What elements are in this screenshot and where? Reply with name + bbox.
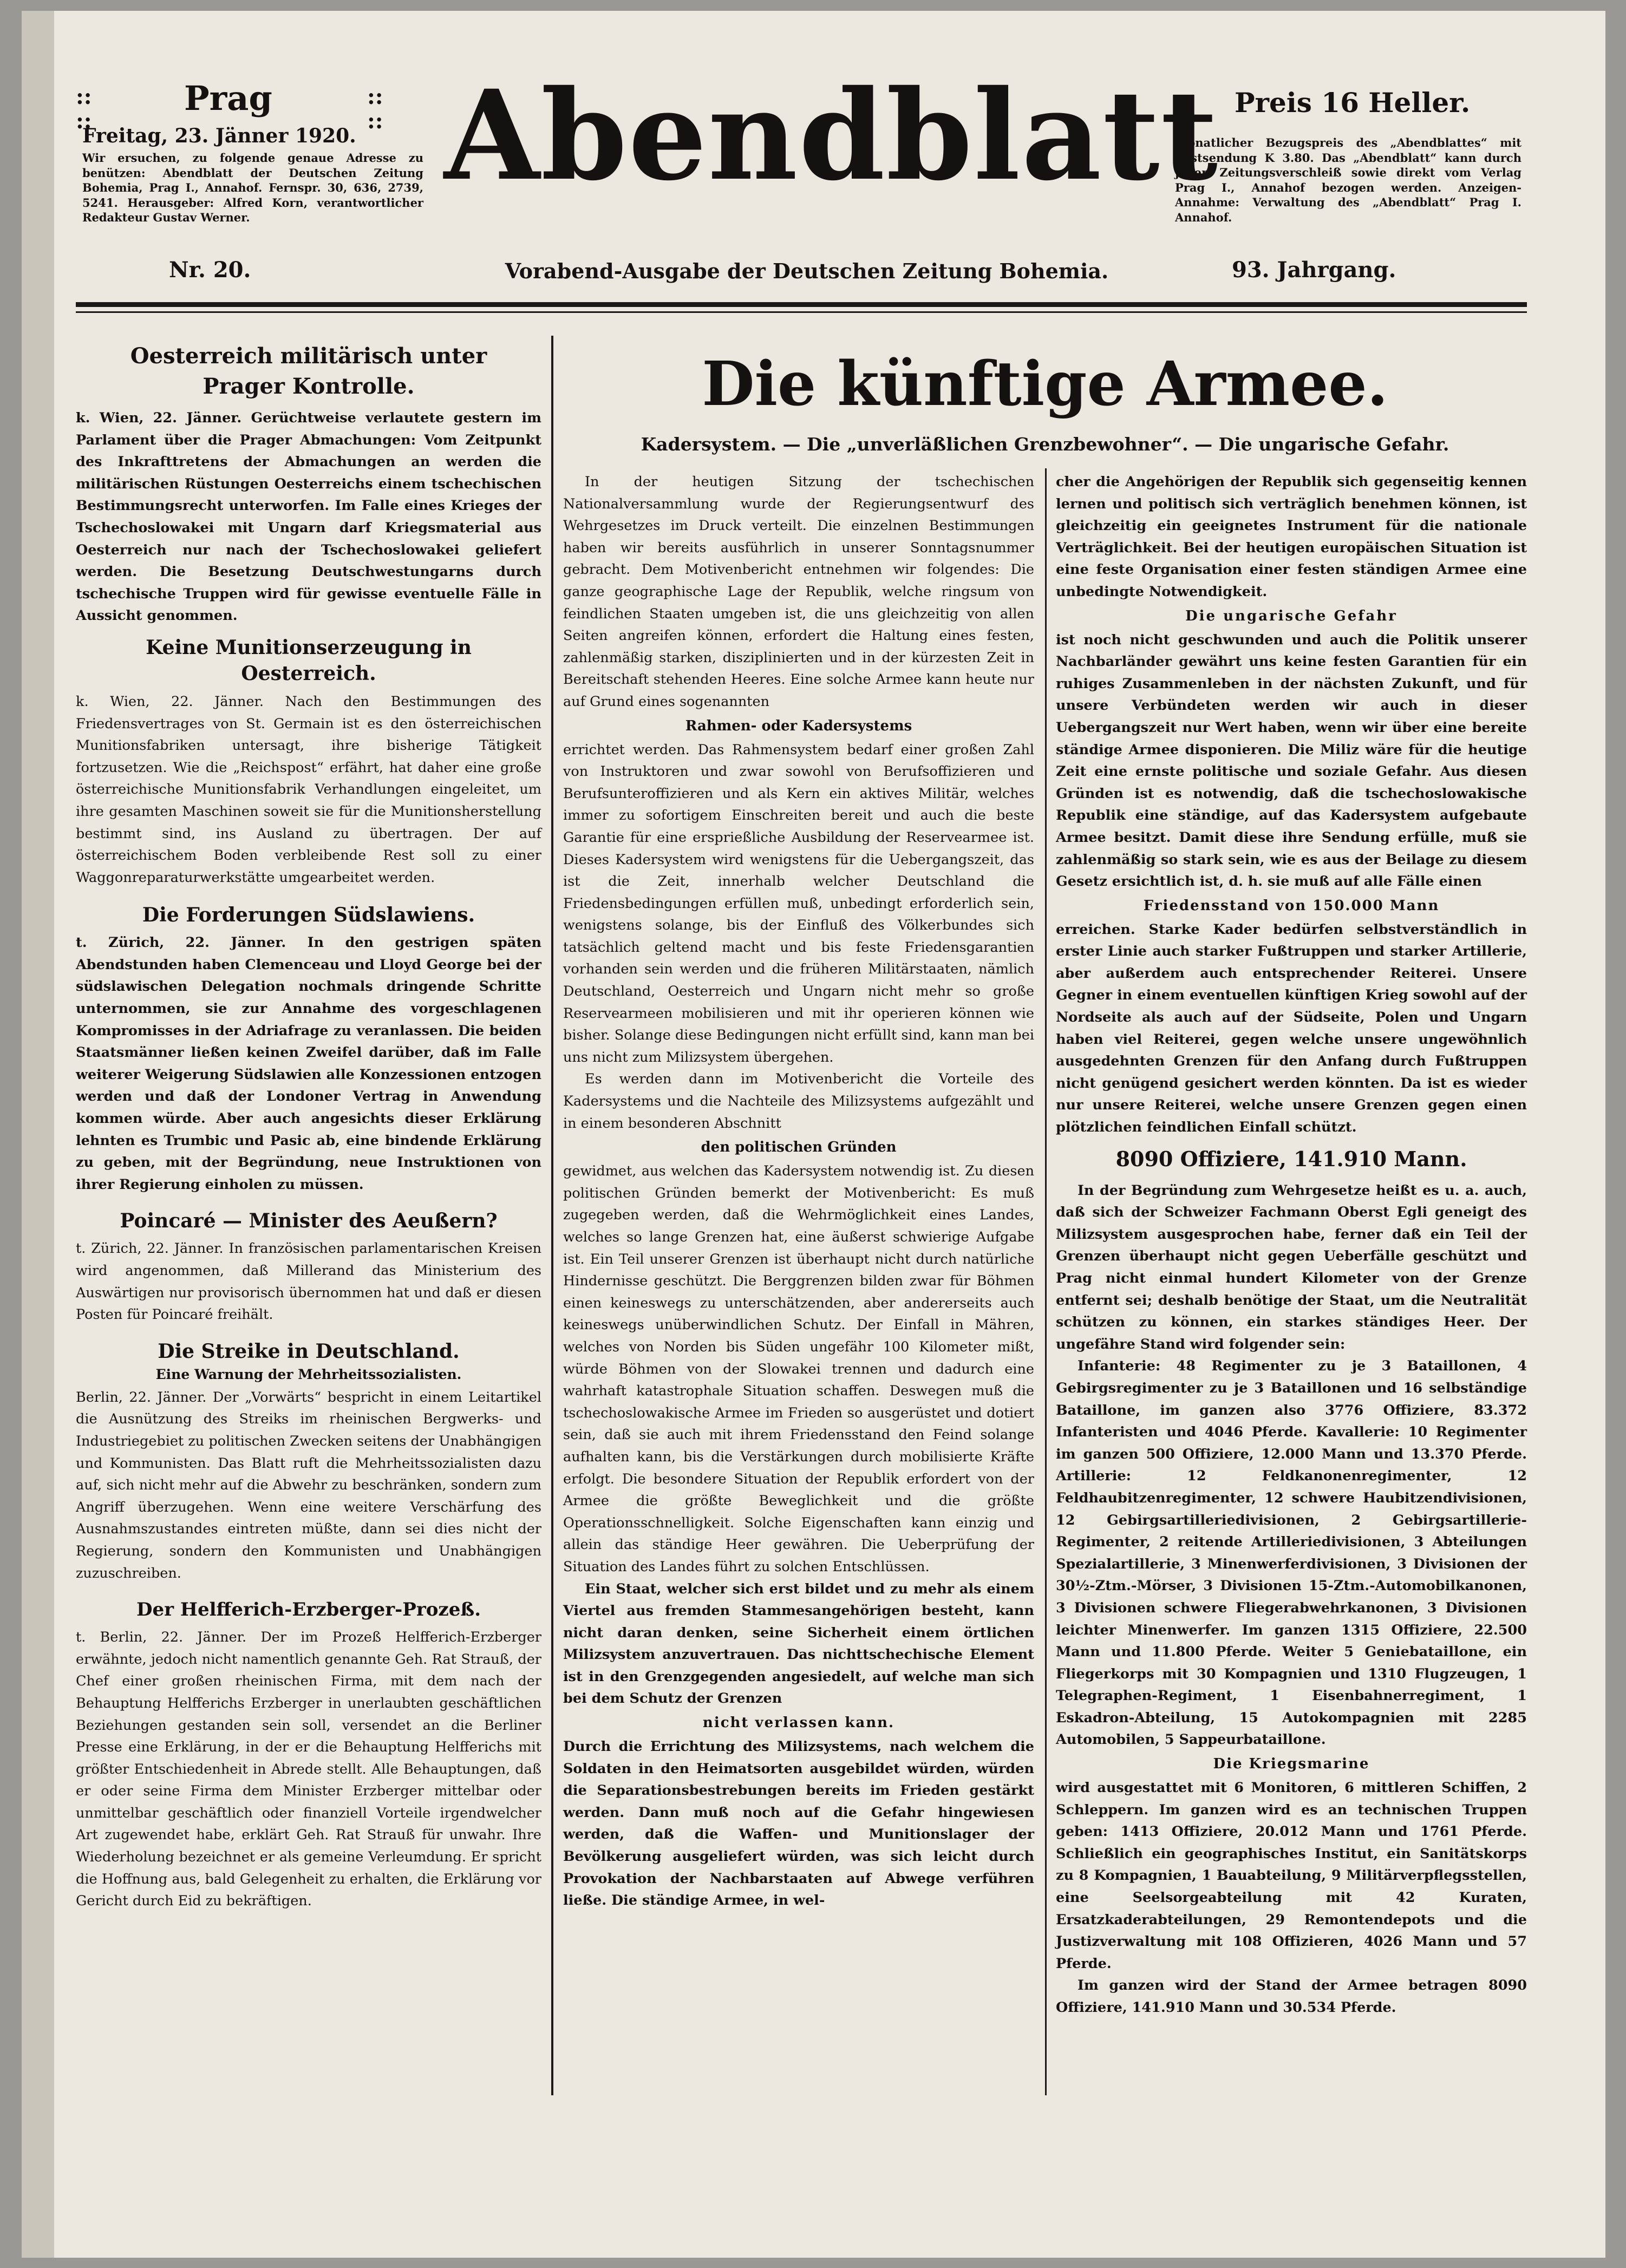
section-heading: Die ungarische Gefahr xyxy=(1185,607,1398,624)
section-heading: den politischen Gründen xyxy=(701,1139,897,1156)
article-text: k. Wien, 22. Jänner. Nach den Bestimmungen des Friedensvertrages von St. Germain ist es den österreichischen Munitionsfabriken untersagt, ihre bisherige Tätigkeit fortzusetzen. Wie die „Reichspost“ erfährt, hat daher eine große österreichische Munitionsfabrik Verhandlungen eingeleitet, um ihre gesamten Maschinen soweit sie für die Munitionsherstellung bestimmt sind, ins Ausland zu übertragen. Der auf österreichischem Boden verbleibende Rest soll zu einer Waggonreparaturwerkstätte umgearbeitet werden. xyxy=(76,693,541,886)
issue-date: Freitag, 23. Jänner 1920. xyxy=(82,125,356,147)
section-heading: Die Kriegsmarine xyxy=(1213,1756,1370,1773)
dots-right-top: :: xyxy=(367,84,383,109)
article-text: cher die Angehörigen der Republik sich gegenseitig kennen lernen und politisch sich verträglich benehmen können, ist gleichzeitig ein geeignetes Instrument für die nationale Verträglichkeit. Bei der heutigen europäischen Situation ist eine feste Organisation einer festen ständigen Armee eine unbedingte Notwendigkeit. xyxy=(1056,474,1527,600)
column-right xyxy=(1056,471,1527,2019)
dots-right-bottom: :: xyxy=(367,108,383,134)
article-subheadline: Eine Warnung der Mehrheitssozialisten. xyxy=(155,1366,462,1382)
newspaper-title: Abendblatt xyxy=(444,63,1219,208)
article-text: gewidmet, aus welchen das Kadersystem notwendig ist. Zu diesen politischen Gründen bemerkt der Motivenbericht: Es muß zugegeben werden, daß die Wehrmöglichkeit eines Landes, welches so lange Grenzen hat, eine äußerst schwierige Aufgabe ist. Ein Teil unserer Grenzen ist überhaupt nicht durch natürliche Hindernisse geschützt. Die Berggrenzen bilden zwar für Böhmen einen keineswegs zu unterschätzenden, aber andererseits auch keineswegs unüberwindlichen Schutz. Der Einfall in Mähren, welches von Norden bis Süden ungefähr 100 Kilometer mißt, würde Böhmen von der Slowakei trennen und dadurch eine wahrhaft katastrophale Situation schaffen. Deswegen muß die tschechoslowakische Armee im Frieden so ausgerüstet und dotiert sein, daß sie auch mit ihrem Friedensstand den Feind solange aufhalten kann, bis die Verstärkungen durch mobilisierte Kräfte erfolgt. Die besondere Situation der Republik erfordert von der Armee die größte Beweglichkeit und die größte Operationsschnelligkeit. Solche Eigenschaften kann einzig und allein das ständige Heer gewähren. Die Ueberprüfung der Situation des Landes führt zu solchen Entschlüssen. xyxy=(563,1163,1034,1575)
section-heading: Rahmen- oder Kadersystems xyxy=(685,717,912,734)
dots-left-bottom: :: xyxy=(76,108,92,134)
section-heading: 8090 Offiziere, 141.910 Mann. xyxy=(1115,1146,1467,1171)
column-middle xyxy=(563,471,1034,1912)
article-text: t. Zürich, 22. Jänner. In französischen parlamentarischen Kreisen wird angenommen, daß Millerand das Ministerium des Auswärtigen nur provisorisch übernommen hat und daß er diesen Posten für Poincaré freihält. xyxy=(76,1240,541,1323)
section-heading: nicht verlassen kann. xyxy=(702,1715,895,1731)
price: Preis 16 Heller. xyxy=(1235,87,1471,119)
dots-left-top: :: xyxy=(76,84,92,109)
article-headline: Oesterreich militärisch unter Prager Kontrolle. xyxy=(130,343,487,399)
issue-number: Nr. 20. xyxy=(169,257,251,283)
article-text: t. Berlin, 22. Jänner. Der im Prozeß Helfferich-Erzberger erwähnte, jedoch nicht namentlich genannte Geh. Rat Strauß, der Chef einer großen rheinischen Firma, mit dem nach der Behauptung Helfferichs Erzberger in unerlaubten geschäftlichen Beziehungen gestanden sein soll, versendet an die Berliner Presse eine Erklärung, in der er die Behauptung Helfferichs mit größter Entschiedenheit in Abrede stellt. Alle Behauptungen, daß er oder seine Firma dem Minister Erzberger mittelbar oder unmittelbar geschäftlich oder finanziell Vorteile irgendwelcher Art zugewendet habe, erklärt Geh. Rat Strauß für unwahr. Ihre Wiederholung bezeichnet er als gemeine Verleumdung. Er spricht die Hoffnung aus, bald Gelegenheit zu erhalten, die Erklärung vor Gericht durch Eid zu bekräftigen. xyxy=(76,1629,541,1910)
article-text: In der heutigen Sitzung der tschechischen Nationalversammlung wurde der Regierungsentwurf des Wehrgesetzes im Druck verteilt. Die einzelnen Bestimmungen haben wir bereits ausführlich in unserer Sonntagsnummer gebracht. Dem Motivenbericht entnehmen wir folgendes: Die ganze geographische Lage der Republik, welche ringsum von feindlichen Staaten umgeben ist, die uns gleichzeitig von allen Seiten angreifen können, erfordert die Haltung eines festen, zahlenmäßig starken, disziplinierten und in der kürzesten Zeit in Bereitschaft stehenden Heeres. Eine solche Armee kann heute nur auf Grund eines sogenannten xyxy=(563,474,1034,710)
main-headline: Die künftige Armee. xyxy=(702,349,1388,420)
article-headline: Die Streike in Deutschland. xyxy=(158,1339,460,1363)
article-text: errichtet werden. Das Rahmensystem bedarf einer großen Zahl von Instruktoren und zwar sowohl von Berufsoffizieren und Berufsunteroffizieren und als Kern ein aktives Militär, welches immer zu sofortigem Einschreiten bereit und auch die beste Garantie für eine ersprießliche Ausbildung der Reservearmee ist. Dieses Kadersystem wird wenigstens für die Uebergangszeit, das ist die Zeit, innerhalb welcher Deutschland die Friedensbedingungen erfüllen muß, unbedingt erforderlich sein, wenigstens solange, bis der Einfluß des Völkerbundes sich tatsächlich geltend macht und bis feste Friedensgarantien vorhanden sein werden und die früheren Militärstaaten, nämlich Deutschland, Oesterreich und Ungarn nicht mehr so große Reservearmeen mobilisieren und mit ihr operieren können wie bisher. Solange diese Bedingungen nicht erfüllt sind, kann man bei uns nicht zum Milizsystem übergehen. xyxy=(563,741,1034,1066)
newspaper-page xyxy=(22,11,1605,2258)
column-divider xyxy=(1045,468,1047,2095)
city: Prag xyxy=(184,79,272,118)
main-subheadline: Kadersystem. — Die „unverläßlichen Grenzbewohner“. — Die ungarische Gefahr. xyxy=(641,434,1449,455)
article-text: erreichen. Starke Kader bedürfen selbstverständlich in erster Linie auch starker Fußtruppen und starker Artillerie, aber außerdem auch entsprechender Reiterei. Unsere Gegner in einem eventuellen künftigen Krieg sowohl auf der Nordseite als auch auf der Südseite, Polen und Ungarn haben viel Reiterei, gegen welche unsere ungewöhnlich ausgedehnten Grenzen für den Anfang durch Fußtruppen nicht genügend gesichert werden könnten. Da ist es wieder nur unsere Reiterei, welche unsere Grenzen gegen einen plötzlichen feindlichen Einfall schützt. xyxy=(1056,921,1527,1136)
masthead-rule-thick xyxy=(76,302,1527,307)
article-text: In der Begründung zum Wehrgesetze heißt es u. a. auch, daß sich der Schweizer Fachmann Oberst Egli geneigt des Milizsystem ausgesprochen habe, ferner daß ein Teil der Grenzen überhaupt nicht gegen Ueberfälle geschützt und Prag nicht einmal hundert Kilometer von der Grenze entfernt sei; deshalb benötige der Staat, um die Neutralität schützen zu können, ein starkes ständiges Heer. Der ungefähre Stand wird folgender sein: xyxy=(1056,1182,1527,1352)
article-text: t. Zürich, 22. Jänner. In den gestrigen späten Abendstunden haben Clemenceau und Lloyd George bei der südslawischen Delegation nochmals dringende Schritte unternommen, sie zur Annahme des vorgeschlagenen Kompromisses in der Adriafrage zu veranlassen. Die beiden Staatsmänner ließen keinen Zweifel darüber, daß im Falle weiterer Weigerung Südslawien alle Konzessionen entzogen werden und daß der Londoner Vertrag in Anwendung kommen würde. Aber auch angesichts dieser Erklärung lehnten es Trumbic und Pasic ab, eine bindende Erklärung zu geben, mit der Begründung, neue Instruktionen von ihrer Regierung einholen zu müssen. xyxy=(76,934,541,1193)
article-text: Infanterie: 48 Regimenter zu je 3 Bataillonen, 4 Gebirgsregimenter zu je 3 Bataillonen und 16 selbständige Bataillone, im ganzen also 3776 Offiziere, 83.372 Infanteristen und 4046 Pferde. Kavallerie: 10 Regimenter im ganzen 500 Offiziere, 12.000 Mann und 13.370 Pferde. Artillerie: 12 Feldkanonenregimenter, 12 Feldhaubitzenregimenter, 12 schwere Haubitzendivisionen, 12 Gebirgsartilleriedivisionen, 2 Gebirgsartillerie-Regimenter, 2 reitende Artilleriedivisionen, 3 Abteilungen Spezialartillerie, 3 Minenwerferdivisionen, 3 Divisionen der 30½-Ztm.-Mörser, 3 Divisionen 15-Ztm.-Automobilkanonen, 3 Divisionen schwere Fliegerabwehrkanonen, 3 Divisionen leichter Minenwerfer. Im ganzen 1315 Offiziere, 22.500 Mann und 11.800 Pferde. Weiter 5 Geniebataillone, ein Fliegerkorps mit 30 Kompagnien und 1310 Flugzeugen, 1 Telegraphen-Regiment, 1 Eisenbahnerregiment, 1 Eskadron-Abteilung, 15 Autokompagnien mit 2285 Automobilen, 5 Sappeurbataillone. xyxy=(1056,1358,1527,1748)
article-text: Durch die Errichtung des Milizsystems, nach welchem die Soldaten in den Heimatsorten ausgebildet würden, würden die Separationsbestrebungen bereits im Frieden gestärkt werden. Dann muß noch auf die Gefahr hingewiesen werden, daß die Waffen- und Munitionslager der Bevölkerung ausgeliefert würden, was sich leicht durch Provokation der Nachbarstaaten auf Abwege verführen ließe. Die ständige Armee, in wel- xyxy=(563,1738,1034,1909)
article-headline: Der Helfferich-Erzberger-Prozeß. xyxy=(136,1599,481,1621)
article-headline: Keine Munitionserzeugung in Oesterreich. xyxy=(146,636,472,685)
volume-year: 93. Jahrgang. xyxy=(1232,257,1396,283)
newspaper-subtitle: Vorabend-Ausgabe der Deutschen Zeitung Bohemia. xyxy=(505,259,1109,283)
page-binding-edge xyxy=(22,11,54,2258)
column-left xyxy=(76,341,541,1912)
column-divider xyxy=(551,336,553,2095)
article-text: Es werden dann im Motivenbericht die Vorteile des Kadersystems und die Nachteile des Milizsystems aufgezählt und in einem besonderen Abschnitt xyxy=(563,1071,1034,1132)
article-headline: Die Forderungen Südslawiens. xyxy=(142,904,475,927)
article-text: ist noch nicht geschwunden und auch die Politik unserer Nachbarländer gewährt uns keine festen Garantien für ein ruhiges Zusammenleben in der nächsten Zukunft, und für unsere Verbündeten werden wir auch in dieser Uebergangszeit nur Wert haben, wenn wir über eine bereite ständige Armee disponieren. Die Miliz wäre für die heutige Zeit eine ernste politische und soziale Gefahr. Aus diesen Gründen ist es notwendig, daß die tschechoslowakische Republik eine ständige, auf das Kadersystem aufgebaute Armee besitzt. Damit diese ihre Sendung erfülle, muß sie zahlenmäßig so stark sein, wie es aus der Beilage zu diesem Gesetz ersichtlich ist, d. h. sie muß auf alle Fälle einen xyxy=(1056,631,1527,890)
article-text: Berlin, 22. Jänner. Der „Vorwärts“ bespricht in einem Leitartikel die Ausnützung des Streiks im rheinischen Bergwerks- und Industriegebiet zu politischen Zwecken seitens der Unabhängigen und Kommunisten. Das Blatt ruft die Mehrheitssozialisten dazu auf, sich nicht mehr auf die Abwehr zu beschränken, sondern zum Angriff überzugehen. Wenn eine weitere Verschärfung des Ausnahmszustandes eintreten müßte, dann sei dies nicht der Regierung, sondern den Kommunisten und Unabhängigen zuzuschreiben. xyxy=(76,1389,541,1581)
article-text: Ein Staat, welcher sich erst bildet und zu mehr als einem Viertel aus fremden Stammesangehörigen besteht, kann nicht daran denken, seine Sicherheit einem örtlichen Milizsystem anzuvertrauen. Das nichttschechische Element ist in den Grenzgegenden angesiedelt, auf welche man sich bei dem Schutz der Grenzen xyxy=(563,1580,1034,1707)
article-headline: Poincaré — Minister des Aeußern? xyxy=(120,1210,498,1233)
article-text: wird ausgestattet mit 6 Monitoren, 6 mittleren Schiffen, 2 Schleppern. Im ganzen wird es an technischen Truppen geben: 1413 Offiziere, 20.012 Mann und 1761 Pferde. Schließlich ein geographisches Institut, ein Sanitätskorps zu 8 Kompagnien, 1 Bauabteilung, 9 Militärverpflegsstellen, eine Seelsorgeabteilung mit 42 Kuraten, Ersatzkaderabteilungen, 29 Remontendepots und die Justizverwaltung mit 108 Offizieren, 4026 Mann und 57 Pferde. xyxy=(1056,1780,1527,1972)
masthead-rule-thin xyxy=(76,311,1527,313)
section-heading: Friedensstand von 150.000 Mann xyxy=(1143,897,1440,914)
article-text: Im ganzen wird der Stand der Armee betragen 8090 Offiziere, 141.910 Mann und 30.534 Pferde. xyxy=(1056,1977,1527,2016)
address-note: Wir ersuchen, zu folgende genaue Adresse zu benützen: Abendblatt der Deutschen Zeitung Bohemia, Prag I., Annahof. Fernspr. 30, 636, 2739, 5241. Herausgeber: Alfred Korn, verantwortlicher Redakteur Gustav Werner. xyxy=(82,151,423,224)
article-text: k. Wien, 22. Jänner. Gerüchtweise verlautete gestern im Parlament über die Prager Abmachungen: Vom Zeitpunkt des Inkrafttretens der Abmachungen an werden die militärischen Rüstungen Oesterreichs einem tschechischen Bestimmungsrecht unterworfen. Im Falle eines Krieges der Tschechoslowakei mit Ungarn darf Kriegsmaterial aus Oesterreich nur nach der Tschechoslowakei geliefert werden. Die Besetzung Deutschwestungarns durch tschechische Truppen wird für gewisse eventuelle Fälle in Aussicht genommen. xyxy=(76,410,541,624)
subscription-note: Monatlicher Bezugspreis des „Abendblattes“ mit Postsendung K 3.80. Das „Abendblatt“ kann durch jeden Zeitungsverschleiß sowie direkt vom Verlag Prag I., Annahof bezogen werden. Anzeigen-Annahme: Verwaltung des „Abendblatt“ Prag I. Annahof. xyxy=(1175,136,1521,224)
